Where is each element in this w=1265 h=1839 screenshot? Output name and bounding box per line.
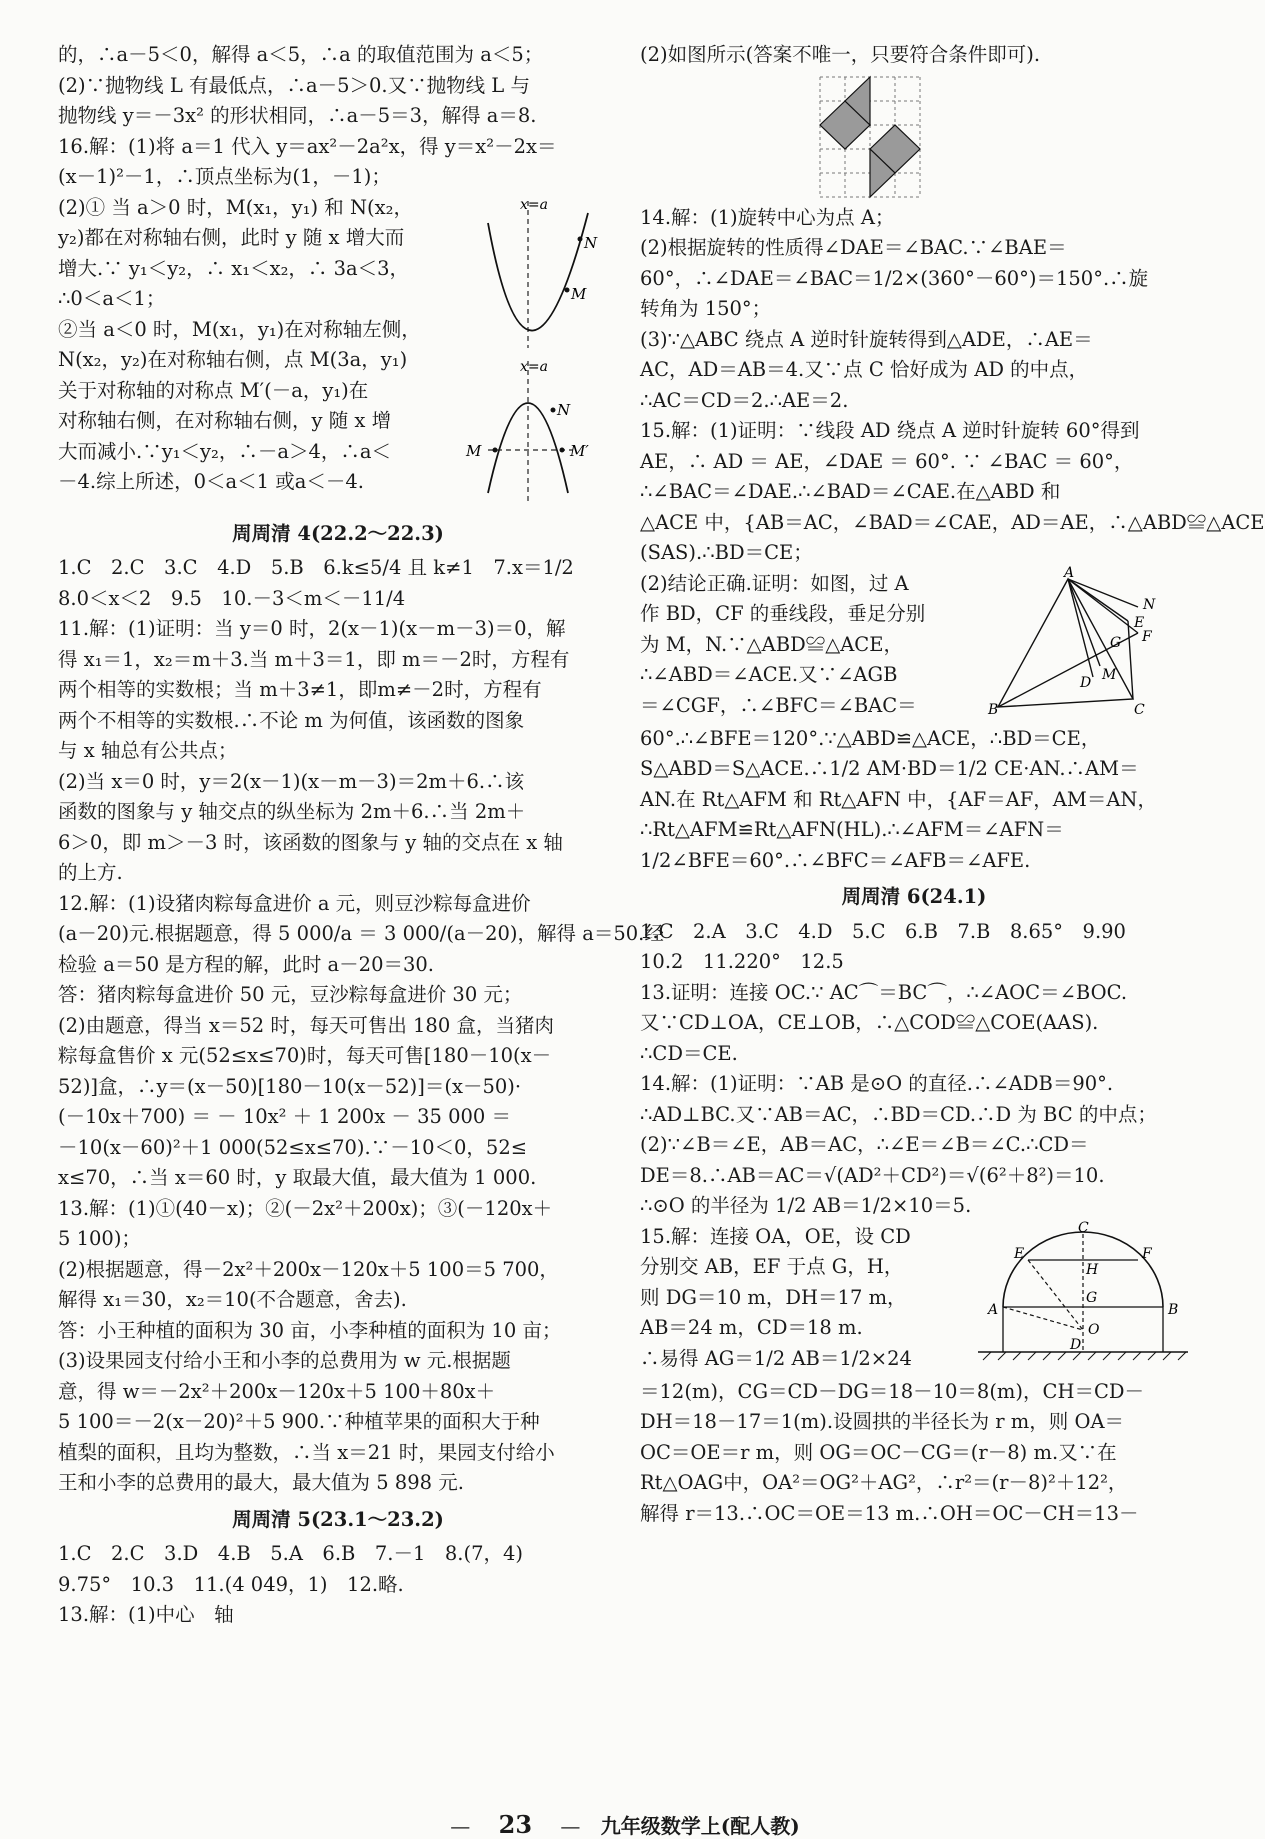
point-label: B bbox=[988, 701, 999, 718]
right-column bbox=[640, 40, 1265, 1529]
text-line: 1.C 2.C 3.D 4.B 5.A 6.B 7.－1 8.(7，4) bbox=[58, 1542, 523, 1565]
text-line: ∴⊙O 的半径为 1/2 AB＝1/2×10＝5. bbox=[640, 1194, 972, 1217]
text-line: (－10x＋700) ＝ － 10x² ＋ 1 200x － 35 000 ＝ bbox=[58, 1105, 512, 1128]
text-line: 15.解：(1)证明：∵线段 AD 绕点 A 逆时针旋转 60°得到 bbox=[640, 419, 1140, 442]
text-line: DH＝18－17＝1(m).设圆拱的半径长为 r m，则 OA＝ bbox=[640, 1410, 1125, 1433]
text-line: 解得 r＝13.∴OC＝OE＝13 m.∴OH＝OC－CH＝13－ bbox=[640, 1501, 1139, 1525]
section-title-6: 周周清 6(24.1) bbox=[841, 885, 987, 908]
point-label: A bbox=[1064, 564, 1075, 581]
segment-ce bbox=[1128, 621, 1133, 699]
point-label: D bbox=[1070, 1336, 1082, 1353]
text-line: S△ABD＝S△ACE.∴1/2 AM·BD＝1/2 CE·AN.∴AM＝ bbox=[640, 757, 1139, 780]
text-line: 5 100＝－2(x－20)²＋5 900.∵种植苹果的面积大于种 bbox=[58, 1410, 540, 1433]
text-line: ∴Rt△AFM≌Rt△AFN(HL).∴∠AFM＝∠AFN＝ bbox=[640, 818, 1064, 841]
text-line: 函数的图象与 y 轴交点的纵坐标为 2m＋6.∴当 2m＋ bbox=[58, 800, 526, 823]
text-line: ②当 a＜0 时，M(x₁，y₁)在对称轴左侧， bbox=[58, 317, 421, 341]
text-line: 两个相等的实数根；当 m＋3≠1，即m≠－2时，方程有 bbox=[58, 678, 542, 701]
text-line: ∴∠BAC＝∠DAE.∴∠BAD＝∠CAE.在△ABD 和 bbox=[640, 480, 1061, 503]
text-line: 14.解：(1)证明：∵AB 是⊙O 的直径.∴∠ADB＝90°. bbox=[640, 1072, 1114, 1095]
text-line: 1.C 2.A 3.C 4.D 5.C 6.B 7.B 8.65° 9.90 bbox=[640, 919, 1126, 943]
point-label: H bbox=[1086, 1261, 1099, 1278]
ground-hatching bbox=[983, 1352, 1186, 1360]
text-line: 13.解：(1)中心 轴 bbox=[58, 1603, 234, 1626]
point-label: C bbox=[1078, 1219, 1089, 1236]
text-line: ∴CD＝CE. bbox=[640, 1041, 738, 1065]
text-line: N(x₂，y₂)在对称轴右侧，点 M(3a，y₁) bbox=[58, 348, 408, 371]
text-line: 9.75° 10.3 11.(4 049，1) 12.略. bbox=[58, 1572, 404, 1596]
text-line: x≤70，∴当 x＝60 时，y 取最大值，最大值为 1 000. bbox=[58, 1166, 537, 1189]
text-line: 与 x 轴总有公共点； bbox=[58, 739, 238, 762]
text-line: AC，AD＝AB＝4.又∵点 C 恰好成为 AD 的中点， bbox=[640, 358, 1089, 381]
point-n bbox=[578, 236, 583, 241]
problem-15-figure-block bbox=[640, 564, 1188, 724]
point-label: M bbox=[571, 284, 587, 303]
point-m-prime bbox=[560, 447, 565, 452]
point-label: B bbox=[1168, 1301, 1179, 1318]
text-line: ∴AC＝CD＝2.∴AE＝2. bbox=[640, 388, 849, 412]
text-line: 答：小王种植的面积为 30 亩，小李种植的面积为 10 亩； bbox=[58, 1318, 562, 1342]
text-line: 增大.∵ y₁＜y₂，∴ x₁＜x₂，∴ 3a＜3， bbox=[58, 256, 410, 280]
point-label: C bbox=[1134, 701, 1145, 718]
point-label: G bbox=[1086, 1289, 1098, 1306]
text-line: 为 M，N.∵△ABD≌△ACE， bbox=[640, 632, 903, 656]
point-label: M bbox=[466, 441, 482, 460]
point-label: A bbox=[988, 1301, 999, 1318]
text-line: 14.解：(1)旋转中心为点 A； bbox=[640, 205, 895, 229]
section-title-4: 周周清 4(22.2～22.3) bbox=[232, 521, 444, 545]
parabola-up-figure bbox=[478, 193, 618, 353]
text-line: ∴易得 AG＝1/2 AB＝1/2×24 bbox=[640, 1346, 912, 1370]
rotation-grid-figure bbox=[820, 77, 920, 197]
text-line: AB＝24 m，CD＝18 m. bbox=[640, 1316, 863, 1339]
text-line: 转角为 150°； bbox=[640, 297, 772, 320]
text-line: y₂)都在对称轴右侧，此时 y 随 x 增大而 bbox=[58, 226, 405, 249]
point-label: D bbox=[1080, 674, 1092, 691]
point-label: E bbox=[1134, 614, 1145, 631]
text-line: OC＝OE＝r m，则 OG＝OC－CG＝(r－8) m.又∵在 bbox=[640, 1440, 1117, 1464]
text-line: (2)∵∠B＝∠E，AB＝AC，∴∠E＝∠B＝∠C.∴CD＝ bbox=[640, 1133, 1089, 1156]
text-line: (2)结论正确.证明：如图，过 A bbox=[640, 571, 909, 595]
text-line: 60°.∴∠BFE＝120°.∵△ABD≌△ACE，∴BD＝CE， bbox=[640, 726, 1101, 750]
text-line: 王和小李的总费用的最大，最大值为 5 898 元. bbox=[58, 1471, 464, 1494]
text-line: 15.解：连接 OA，OE，设 CD bbox=[640, 1224, 911, 1248]
text-line: 8.0＜x＜2 9.5 10.－3＜m＜－11/4 bbox=[58, 586, 406, 610]
text-line: 5 100)； bbox=[58, 1227, 141, 1250]
axis-label: x=a bbox=[520, 358, 548, 375]
text-line: 粽每盒售价 x 元(52≤x≤70)时，每天可售[180－10(x－ bbox=[58, 1044, 552, 1067]
text-line: 检验 a＝50 是方程的解，此时 a－20＝30. bbox=[58, 952, 434, 976]
right-block-c bbox=[640, 1377, 1188, 1530]
text-line: 10.2 11.220° 12.5 bbox=[640, 950, 844, 973]
text-line: 两个不相等的实数根.∴不论 m 为何值，该函数的图象 bbox=[58, 708, 525, 732]
text-line: 11.解：(1)证明：当 y＝0 时，2(x－1)(x－m－3)＝0，解 bbox=[58, 617, 566, 640]
left-intro-block bbox=[58, 40, 618, 193]
text-line: DE＝8.∴AB＝AC＝√(AD²＋CD²)＝√(6²＋8²)＝10. bbox=[640, 1163, 1105, 1187]
text-line: (2)① 当 a＞0 时，M(x₁，y₁) 和 N(x₂， bbox=[58, 195, 413, 219]
point-label: M bbox=[1102, 666, 1117, 683]
text-line: 得 x₁＝1，x₂＝m＋3.当 m＋3＝1，即 m＝－2时，方程有 bbox=[58, 647, 570, 671]
text-line: (x－1)²－1，∴顶点坐标为(1，－1)； bbox=[58, 165, 391, 188]
text-line: 1/2∠BFE＝60°.∴∠BFC＝∠AFB＝∠AFE. bbox=[640, 848, 1031, 872]
text-line: 52)]盒，∴y＝(x－50)[180－10(x－52)]＝(x－50)· bbox=[58, 1074, 522, 1098]
axis-label: x=a bbox=[520, 196, 548, 213]
text-line: ∴∠ABD＝∠ACE.又∵∠AGB bbox=[640, 663, 898, 686]
triangle-figure bbox=[988, 564, 1188, 719]
text-line: (2)当 x＝0 时，y＝2(x－1)(x－m－3)＝2m＋6.∴该 bbox=[58, 769, 525, 793]
text-line: (2)∵抛物线 L 有最低点，∴a－5＞0.又∵抛物线 L 与 bbox=[58, 73, 530, 97]
left-column bbox=[58, 40, 664, 1631]
point-label: E bbox=[1014, 1245, 1025, 1262]
book-title: 九年级数学上(配人教) bbox=[600, 1814, 800, 1838]
text-line: (3)∵△ABC 绕点 A 逆时针旋转得到△ADE，∴AE＝ bbox=[640, 327, 1093, 351]
text-line: △ACE 中，{AB＝AC，∠BAD＝∠CAE，AD＝AE，∴△ABD≌△ACE bbox=[640, 510, 1265, 534]
text-line: 分别交 AB，EF 于点 G，H， bbox=[640, 1255, 904, 1278]
point-label: M′ bbox=[570, 441, 589, 460]
text-line: 植梨的面积，且均为整数，∴当 x＝21 时，果园支付给小 bbox=[58, 1440, 555, 1464]
section-6-block bbox=[640, 917, 1188, 1222]
text-line: 又∵CD⊥OA，CE⊥OB，∴△COD≌△COE(AAS). bbox=[640, 1011, 1099, 1034]
text-line: 关于对称轴的对称点 M′(－a，y₁)在 bbox=[58, 378, 369, 402]
section-5-block bbox=[58, 1539, 618, 1631]
text-line: －10(x－60)²＋1 000(52≤x≤70).∵－10＜0，52≤ bbox=[58, 1135, 528, 1159]
text-line: AN.在 Rt△AFM 和 Rt△AFN 中，{AF＝AF，AM＝AN， bbox=[640, 787, 1157, 811]
text-line: 答：猪肉粽每盒进价 50 元，豆沙粽每盒进价 30 元； bbox=[58, 983, 523, 1006]
page-footer bbox=[0, 1810, 1250, 1839]
text-line: 对称轴右侧，在对称轴右侧，y 随 x 增 bbox=[58, 409, 392, 432]
section-4-block bbox=[58, 553, 664, 1499]
text-line: 16.解：(1)将 a＝1 代入 y＝ax²－2a²x，得 y＝x²－2x＝ bbox=[58, 134, 557, 158]
text-line: 大而减小.∵y₁＜y₂，∴－a＞4，∴a＜ bbox=[58, 439, 392, 463]
text-line: 的，∴a－5＜0，解得 a＜5，∴a 的取值范围为 a＜5； bbox=[58, 43, 544, 66]
text-line: (2)根据题意，得－2x²＋200x－120x＋5 100＝5 700， bbox=[58, 1257, 559, 1281]
point-label: N bbox=[557, 400, 571, 419]
text-line: －4.综上所述，0＜a＜1 或a＜－4. bbox=[58, 470, 364, 493]
text-line: 则 DG＝10 m，DH＝17 m， bbox=[640, 1285, 907, 1309]
footer-dash: — bbox=[450, 1814, 471, 1838]
point-n bbox=[551, 407, 556, 412]
text-line: ∴AD⊥BC.又∵AB＝AC，∴BD＝CD.∴D 为 BC 的中点； bbox=[640, 1102, 1157, 1126]
point-label: N bbox=[1143, 596, 1156, 613]
text-line: 抛物线 y＝－3x² 的形状相同，∴a－5＝3，解得 a＝8. bbox=[58, 104, 537, 127]
point-label: F bbox=[1142, 628, 1152, 645]
text-line: ＝∠CGF，∴∠BFC＝∠BAC＝ bbox=[640, 693, 917, 717]
point-m bbox=[493, 447, 498, 452]
text-line: 的上方. bbox=[58, 861, 123, 884]
point-label: F bbox=[1142, 1245, 1152, 1262]
text-line: 作 BD，CF 的垂线段，垂足分别 bbox=[640, 602, 926, 625]
point-label: N bbox=[584, 233, 598, 252]
right-block-b bbox=[640, 724, 1188, 877]
text-line: AE，∴ AD ＝ AE，∠DAE ＝ 60°. ∵ ∠BAC ＝ 60°， bbox=[640, 449, 1134, 473]
arch-figure bbox=[978, 1219, 1188, 1372]
text-line: 意，得 w＝－2x²＋200x－120x＋5 100＋80x＋ bbox=[58, 1379, 496, 1403]
text-line: ＝12(m)，CG＝CD－DG＝18－10＝8(m)，CH＝CD－ bbox=[640, 1379, 1145, 1403]
text-line: 6＞0，即 m＞－3 时，该函数的图象与 y 轴的交点在 x 轴 bbox=[58, 830, 563, 854]
text-line: 13.证明：连接 OC.∵ AC⌒＝BC⌒，∴∠AOC＝∠BOC. bbox=[640, 980, 1128, 1004]
point-m bbox=[565, 287, 570, 292]
problem-16-block bbox=[58, 193, 618, 503]
text-line: 解得 x₁＝30，x₂＝10(不合题意，舍去). bbox=[58, 1288, 407, 1311]
text-line: 1.C 2.C 3.C 4.D 5.B 6.k≤5/4 且 k≠1 7.x＝1/2 bbox=[58, 556, 574, 579]
text-line: 12.解：(1)设猪肉粽每盒进价 a 元，则豆沙粽每盒进价 bbox=[58, 891, 531, 915]
text-line: 13.解：(1)①(40－x)；②(－2x²＋200x)；③(－120x＋ bbox=[58, 1196, 553, 1220]
point-label: G bbox=[1110, 634, 1122, 651]
page-number: 23 bbox=[498, 1810, 533, 1839]
text-line: (2)由题意，得当 x＝52 时，每天可售出 180 盒，当猪肉 bbox=[58, 1013, 554, 1037]
segment-oe bbox=[1028, 1260, 1083, 1330]
text-line: (a－20)元.根据题意，得 5 000/a ＝ 3 000/(a－20)，解得 a＝50.经 bbox=[58, 922, 664, 945]
text-line: (2)如图所示(答案不唯一，只要符合条件即可). bbox=[640, 43, 1041, 66]
right-block-a bbox=[640, 203, 1265, 569]
text-line: (2)根据旋转的性质得∠DAE＝∠BAC.∵∠BAE＝ bbox=[640, 236, 1067, 259]
text-line: (SAS).∴BD＝CE； bbox=[640, 541, 813, 564]
parabola-curve bbox=[488, 213, 588, 331]
footer-dash: — bbox=[560, 1814, 581, 1838]
section-title-5: 周周清 5(23.1～23.2) bbox=[232, 1507, 444, 1531]
text-line: (3)设果园支付给小王和小李的总费用为 w 元.根据题 bbox=[58, 1349, 511, 1372]
text-line: Rt△OAG中，OA²＝OG²＋AG²，∴r²＝(r－8)²＋12²， bbox=[640, 1471, 1128, 1494]
text-line: ∴0＜a＜1； bbox=[58, 287, 166, 310]
segment-oa bbox=[1003, 1307, 1083, 1330]
parabola-down-figure bbox=[458, 353, 618, 508]
arch-figure-block bbox=[640, 1219, 1188, 1377]
point-label: O bbox=[1088, 1321, 1100, 1338]
text-line: 60°，∴∠DAE＝∠BAC＝1/2×(360°－60°)＝150°.∴旋 bbox=[640, 266, 1149, 290]
